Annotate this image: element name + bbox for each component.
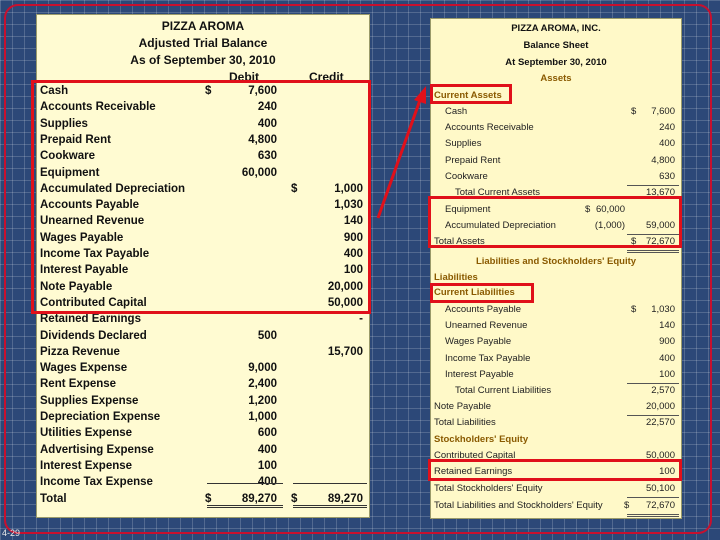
tb-row-label: Contributed Capital xyxy=(40,296,147,309)
tb-row-label: Advertising Expense xyxy=(40,443,154,456)
tb-row-credit: 20,000 xyxy=(327,280,363,293)
bs-assets-header: Assets xyxy=(540,73,572,84)
bs-liab-eq-header: Liabilities and Stockholders' Equity xyxy=(475,256,637,267)
bs-item-label: Wages Payable xyxy=(445,336,512,348)
tb-row-label: Wages Expense xyxy=(40,362,128,375)
tb-row-label: Utilities Expense xyxy=(40,427,133,440)
tb-row-debit-symbol: $ xyxy=(205,85,212,97)
bs-date: At September 30, 2010 xyxy=(505,57,607,68)
tb-row-debit: 240 xyxy=(257,101,277,114)
bs-total-current-assets: Total Current Assets 13,670 xyxy=(455,187,675,198)
bs-equipment: Equipment $ 60,000 xyxy=(445,204,625,215)
tb-company: PIZZA AROMA xyxy=(161,19,245,33)
tb-row-label: Pizza Revenue xyxy=(40,345,120,358)
tb-row-label: Wages Payable xyxy=(40,231,124,244)
tb-row-label: Prepaid Rent xyxy=(40,133,111,146)
tb-row-debit-symbol: $ xyxy=(205,492,212,505)
tb-row-label: Interest Expense xyxy=(40,459,133,472)
tb-row-label: Total xyxy=(40,492,67,505)
bs-retained-earnings: Retained Earnings 100 xyxy=(434,466,675,477)
tb-row-debit: 4,800 xyxy=(248,133,277,146)
bs-liabilities-label: Liabilities xyxy=(434,272,478,283)
tb-row-credit: 400 xyxy=(343,248,363,260)
tb-row-label: Income Tax Payable xyxy=(40,248,150,260)
tb-row-label: Supplies Expense xyxy=(40,394,139,407)
bs-item-label: Supplies xyxy=(445,138,482,150)
bs-current-liabilities-label: Current Liabilities xyxy=(434,287,515,298)
tb-row-debit: 60,000 xyxy=(241,166,277,179)
tb-row-debit: 1,200 xyxy=(248,394,277,407)
tb-row-debit: 500 xyxy=(257,329,277,342)
bs-note-payable: Note Payable 20,000 xyxy=(434,401,675,412)
tb-credit-header: Credit xyxy=(309,70,344,84)
bs-item-amount: 100 xyxy=(659,368,675,380)
tb-row-label: Retained Earnings xyxy=(40,313,141,326)
tb-row-label: Cash xyxy=(40,85,69,97)
bs-total-assets: Total Assets $ 72,670 xyxy=(434,236,675,247)
bs-item-label: Interest Payable xyxy=(445,368,514,380)
bs-item-amount: 4,800 xyxy=(651,154,675,166)
tb-row-label: Accumulated Depreciation xyxy=(40,182,186,195)
bs-item-label: Accounts Payable xyxy=(445,304,522,315)
tb-row-label: Rent Expense xyxy=(40,378,117,391)
tb-row-label: Note Payable xyxy=(40,280,113,293)
tb-row-label: Dividends Declared xyxy=(40,329,147,342)
bs-company: PIZZA AROMA, INC. xyxy=(511,23,601,34)
tb-row-credit-symbol: $ xyxy=(291,182,298,195)
bs-item-amount: 900 xyxy=(659,336,675,348)
bs-item-label: Cash xyxy=(445,106,468,117)
tb-row-debit: 1,000 xyxy=(248,411,277,423)
bs-total-liabilities: Total Liabilities 22,570 xyxy=(434,417,675,428)
tb-row-credit: 100 xyxy=(343,264,363,277)
tb-row-debit: 2,400 xyxy=(248,378,277,391)
tb-row-debit: 7,600 xyxy=(248,85,277,97)
tb-row-debit: 9,000 xyxy=(248,362,277,375)
bs-item-symbol: $ xyxy=(631,106,637,117)
tb-row-debit: 89,270 xyxy=(241,492,277,505)
tb-row-credit: 1,030 xyxy=(334,199,363,212)
tb-row-credit: 15,700 xyxy=(327,345,363,358)
bs-item-symbol: $ xyxy=(631,304,637,315)
bs-item-amount: 400 xyxy=(659,138,675,150)
bs-se-label: Stockholders' Equity xyxy=(434,434,529,445)
tb-title: Adjusted Trial Balance xyxy=(138,36,268,50)
tb-row-debit: 100 xyxy=(257,459,277,472)
tb-row-credit: 1,000 xyxy=(334,182,363,195)
tb-row-label: Unearned Revenue xyxy=(40,215,145,228)
bs-item-amount: 140 xyxy=(659,320,675,332)
bs-item-label: Cookware xyxy=(445,170,488,182)
tb-row-credit: 900 xyxy=(343,231,363,244)
bs-item-amount: 7,600 xyxy=(651,106,675,117)
bs-item-amount: 240 xyxy=(659,122,675,134)
tb-row-label: Supplies xyxy=(40,117,88,130)
tb-row-label: Accounts Receivable xyxy=(40,101,156,114)
tb-debit-header: Debit xyxy=(229,70,259,84)
tb-row-credit: 89,270 xyxy=(327,492,363,505)
tb-row-debit: 400 xyxy=(257,443,277,456)
tb-row-label: Interest Payable xyxy=(40,264,129,277)
tb-row-label: Accounts Payable xyxy=(40,199,140,212)
bs-item-label: Accounts Receivable xyxy=(445,122,534,134)
bs-item-amount: 400 xyxy=(659,352,675,364)
slide-number: 4-29 xyxy=(2,528,21,538)
tb-row-label: Equipment xyxy=(40,166,100,179)
tb-row-credit-symbol: $ xyxy=(291,492,298,505)
bs-contributed-capital: Contributed Capital 50,000 xyxy=(434,450,675,461)
tb-row-label: Income Tax Expense xyxy=(40,476,153,489)
tb-row-debit: 600 xyxy=(257,427,277,440)
bs-title: Balance Sheet xyxy=(523,40,589,51)
bs-item-label: Income Tax Payable xyxy=(445,352,531,364)
tb-row-debit: 400 xyxy=(257,476,277,489)
tb-row-debit: 400 xyxy=(257,117,277,130)
bs-item-amount: 1,030 xyxy=(651,304,675,315)
tb-row-credit: - xyxy=(359,313,363,326)
bs-item-label: Prepaid Rent xyxy=(445,154,501,166)
bs-total-current-liabilities: Total Current Liabilities 2,570 xyxy=(455,385,675,396)
tb-row-credit: 50,000 xyxy=(327,296,363,309)
bs-current-assets-label: Current Assets xyxy=(434,90,502,101)
tb-row-label: Depreciation Expense xyxy=(40,411,161,423)
bs-item-amount: 630 xyxy=(659,170,675,182)
tb-row-label: Cookware xyxy=(40,150,95,163)
tb-date: As of September 30, 2010 xyxy=(130,53,276,67)
bs-item-label: Unearned Revenue xyxy=(445,320,528,332)
bs-total-se: Total Stockholders' Equity 50,100 xyxy=(434,483,675,494)
tb-row-debit: 630 xyxy=(257,150,277,163)
tb-row-credit: 140 xyxy=(343,215,363,228)
bs-accum-dep: Accumulated Depreciation (1,000) 59,000 xyxy=(445,220,675,231)
bs-total-le: Total Liabilities and Stockholders' Equity $ 72,670 xyxy=(434,500,675,511)
